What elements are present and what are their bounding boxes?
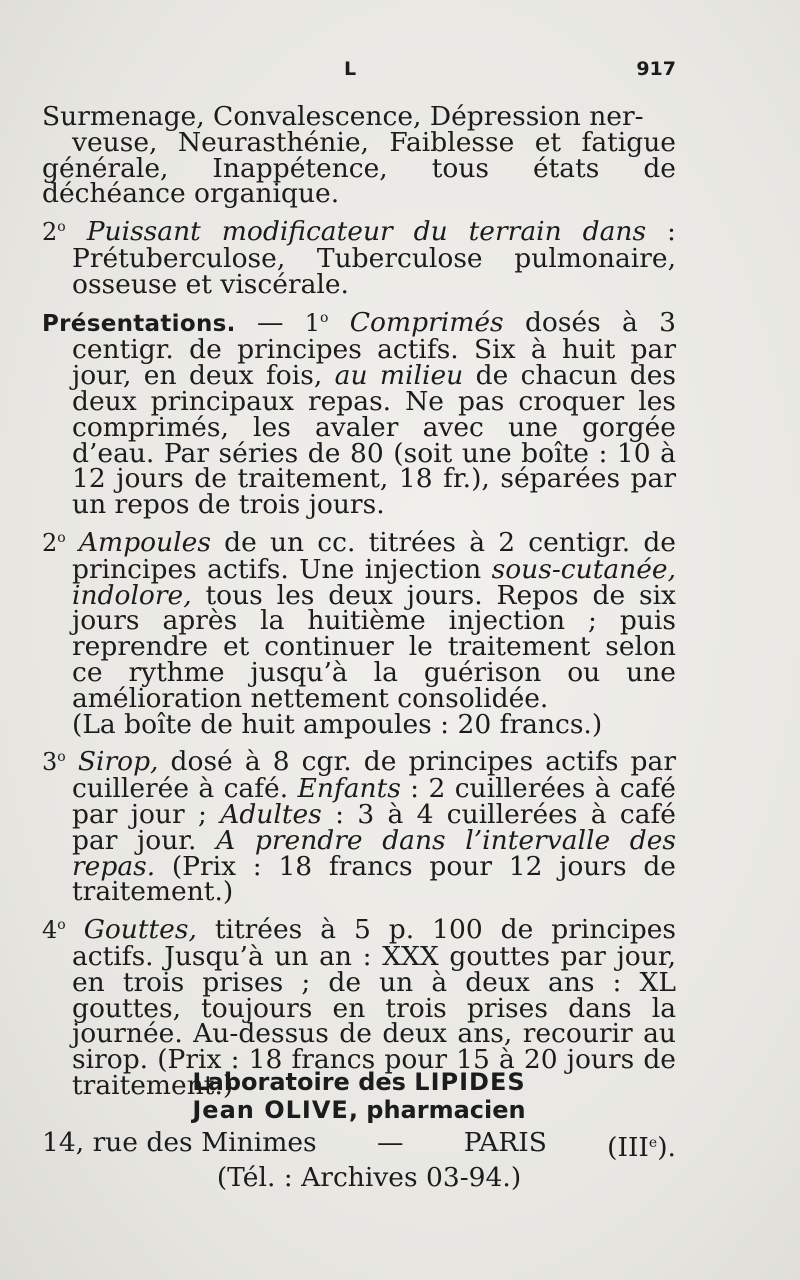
item-2-modificateur: [42, 215, 676, 300]
sirop-text-2: : 2 cuillerées à café par jour ;: [72, 773, 676, 830]
sirop-paragraph: [42, 745, 677, 908]
item-number: 2: [42, 528, 58, 557]
ampoules-text-2: tous les deux jours. Repos de six jours après la huitième injection ; puis reprendre et continuer le traitement selon ce rythme jusqu’à la guérison ou une amélioration nettement consolidée.: [72, 579, 676, 714]
sirop-text-1: dosé à 8 cgr. de principes actifs par cuillerée à café.: [72, 746, 676, 805]
sous-cutanee-italic: sous-cutanée, indolore,: [72, 553, 676, 611]
gouttes-label: Gouttes,: [83, 914, 197, 946]
item-number: 4: [42, 916, 58, 945]
arr-number: (III: [607, 1132, 649, 1163]
sirop-text-3: : 3 à 4 cuillerées à café par jour.: [72, 798, 676, 856]
item-2-text: : Prétuberculose, Tuberculose pulmonaire, osseuse et viscérale.: [72, 216, 676, 300]
header-section-letter: L: [344, 58, 357, 80]
address-arrondissement: [607, 1128, 676, 1163]
item-number-sup: o: [320, 309, 329, 326]
telephone-line: (Tél. : Archives 03-94.): [216, 1162, 522, 1193]
comprimes-text-1: dosés à 3 centigr. de principes actifs. Six à huit par jour, en deux fois,: [72, 306, 676, 392]
arr-end: ).: [657, 1132, 676, 1163]
pharmacist-line: [42, 1096, 676, 1124]
lab-brand: LIPIDES: [414, 1068, 526, 1096]
ampoules-price: (La boîte de huit ampoules : 20 francs.): [72, 708, 603, 740]
ampoules-label: Ampoules: [78, 526, 211, 558]
comprimes-text-2: de chacun des deux principaux repas. Ne pas croquer les comprimés, les avaler avec une gorgée d’eau. Par séries de 80 (soit une boîte : 10 à 12 jours de traitement, 18 fr.), séparées par un repos de trois jours.: [72, 360, 676, 521]
lab-prefix: Laboratoire des: [192, 1068, 415, 1096]
address-street: 14, rue des Minimes: [42, 1127, 317, 1158]
address-line: [42, 1128, 676, 1163]
gouttes-text: titrées à 5 p. 100 de principes actifs. Jusqu’à un an : XXX gouttes par jour, en trois prises ; de un à deux ans : XL gouttes, toujours en trois prises dans la journée. Au-dessus de deux ans, recourir au sirop. (Prix : 18 francs pour 15 à 20 jours de traitement.): [72, 914, 676, 1101]
enfants-italic: Enfants: [297, 773, 401, 805]
arr-sup: e: [648, 1135, 658, 1151]
sirop-label: Sirop,: [77, 746, 159, 778]
pharmacist-suffix: , pharmacien: [348, 1096, 526, 1124]
entry-text: [42, 101, 677, 1101]
comprimes-label: Comprimés: [349, 306, 504, 338]
ampoules-paragraph: [42, 526, 676, 740]
item-number-sup: o: [57, 749, 66, 766]
adultes-italic: Adultes: [220, 798, 322, 830]
item-number-sup: o: [57, 917, 66, 934]
intro-line-1: Surmenage, Convalescence, Dépression ner-: [42, 101, 644, 132]
au-milieu-italic: au milieu: [334, 360, 464, 392]
item-number-sup: o: [57, 219, 66, 236]
intervalle-italic: A prendre dans l’intervalle des repas.: [72, 824, 677, 882]
item-number-sup: o: [57, 529, 66, 546]
presentations-heading: Présentations.: [42, 310, 236, 337]
presentations-dash: —: [235, 306, 305, 338]
item-number: 2: [42, 218, 58, 247]
sirop-text-4: (Prix : 18 francs pour 12 jours de traitement.): [72, 850, 676, 908]
running-header: [44, 58, 676, 86]
pharmacist-name: Jean OLIVE: [192, 1096, 349, 1124]
laboratory-name: [42, 1068, 676, 1096]
item-2-italic: Puissant modificateur du terrain dans: [86, 216, 647, 248]
laboratory-footer: [42, 1068, 676, 1193]
indications-paragraph: [42, 101, 676, 210]
page-number: 917: [636, 58, 676, 80]
item-number: 1: [304, 308, 321, 337]
intro-continuation: veuse, Neurasthénie, Faiblesse et fatigue générale, Inappétence, tous états de déchéance organique.: [42, 126, 676, 210]
address-dash: —: [376, 1127, 404, 1158]
presentations-paragraph: [42, 306, 676, 521]
address-city: PARIS: [463, 1127, 547, 1158]
item-number: 3: [42, 748, 58, 777]
ampoules-text-1: de un cc. titrées à 2 centigr. de principes actifs. Une injection: [72, 526, 676, 585]
